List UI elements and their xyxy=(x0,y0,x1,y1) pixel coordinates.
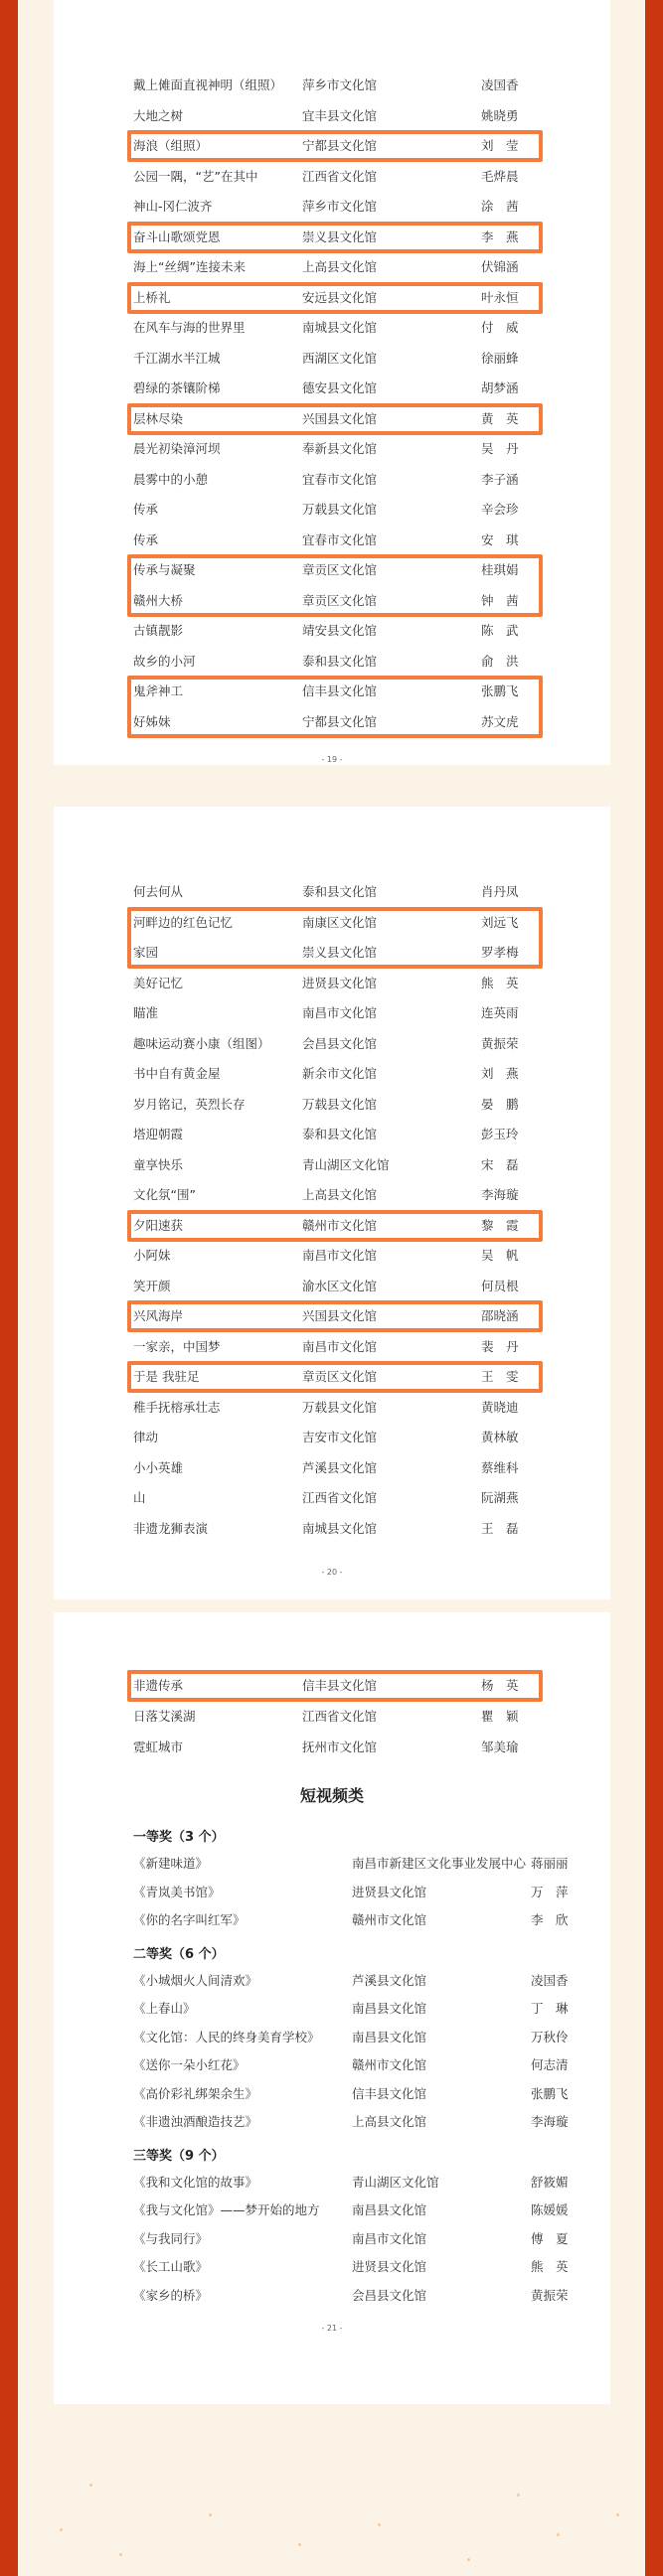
entry-author: 张鹏飞 xyxy=(481,683,519,698)
entry-author: 毛烨晨 xyxy=(481,168,519,184)
table-row xyxy=(133,167,590,187)
entry-title: 岁月铭记，英烈长存 xyxy=(133,1096,246,1112)
entry-organization: 赣州市文化馆 xyxy=(352,1912,427,1927)
entry-organization: 南昌市新建区文化事业发展中心 xyxy=(352,1856,527,1871)
highlight-box xyxy=(127,222,543,253)
entry-title: 稚手抚榕承壮志 xyxy=(133,1399,221,1415)
entry-organization: 抚州市文化馆 xyxy=(302,1740,378,1754)
entry-title: 戴上傩面直视神明（组照） xyxy=(133,77,283,92)
table-row xyxy=(133,1095,590,1115)
entry-organization: 宁都县文化馆 xyxy=(302,713,378,729)
entry-organization: 赣州市文化馆 xyxy=(302,1217,378,1233)
entry-organization: 萍乡市文化馆 xyxy=(302,77,378,92)
entry-title: 《小城烟火人间清欢》 xyxy=(133,1972,258,1988)
table-row xyxy=(133,2112,590,2132)
table-row xyxy=(133,1999,590,2019)
entry-author: 蒋丽丽 xyxy=(531,1856,569,1871)
highlight-box xyxy=(127,554,543,617)
entry-author: 万秋伶 xyxy=(531,2029,569,2045)
entry-organization: 万载县文化馆 xyxy=(302,1096,378,1112)
entry-organization: 江西省文化馆 xyxy=(302,1490,378,1505)
entry-organization: 宁都县文化馆 xyxy=(302,138,378,153)
entry-author: 李海璇 xyxy=(531,2114,569,2129)
entry-author: 邹美瑜 xyxy=(481,1740,519,1754)
entry-title: 小阿妹 xyxy=(133,1248,171,1263)
entry-author: 何志清 xyxy=(531,2057,569,2072)
entry-title: 《我和文化馆的故事》 xyxy=(133,2174,258,2190)
decorative-sparkle xyxy=(557,2533,560,2536)
entry-title: 公园一隅，“艺”在其中 xyxy=(133,168,258,184)
entry-title: 《我与文化馆》——梦开始的地方 xyxy=(133,2202,320,2217)
table-row xyxy=(133,530,590,550)
entry-organization: 会昌县文化馆 xyxy=(352,2287,427,2303)
entry-author: 黄振荣 xyxy=(531,2287,569,2303)
entry-title: 《你的名字叫红军》 xyxy=(133,1912,246,1927)
table-row xyxy=(133,1971,590,1991)
entry-author: 王 雯 xyxy=(481,1369,519,1384)
entry-organization: 章贡区文化馆 xyxy=(302,562,378,577)
entry-title: 文化氛“围” xyxy=(133,1187,196,1202)
entry-organization: 上高县文化馆 xyxy=(302,1187,378,1202)
entry-author: 万 萍 xyxy=(531,1884,569,1899)
table-row xyxy=(133,1910,590,1930)
entry-author: 辛会珍 xyxy=(481,502,519,517)
entry-title: 童享快乐 xyxy=(133,1156,184,1172)
entry-author: 钟 茜 xyxy=(481,592,519,608)
entry-organization: 上高县文化馆 xyxy=(302,259,378,274)
entry-organization: 崇义县文化馆 xyxy=(302,945,378,960)
entry-organization: 西湖区文化馆 xyxy=(302,350,378,366)
entry-title: 好姊妹 xyxy=(133,713,171,729)
entry-organization: 宜春市文化馆 xyxy=(302,471,378,487)
entry-organization: 南昌县文化馆 xyxy=(352,2202,427,2217)
entry-author: 黄晓迪 xyxy=(481,1399,519,1415)
entry-title: 在风车与海的世界里 xyxy=(133,320,246,335)
entry-title: 山 xyxy=(133,1490,146,1505)
table-row xyxy=(133,1519,590,1539)
table-row xyxy=(133,2173,590,2193)
entry-organization: 萍乡市文化馆 xyxy=(302,199,378,214)
entry-title: 《高价彩礼绑架余生》 xyxy=(133,2085,258,2101)
entry-organization: 南昌县文化馆 xyxy=(352,2029,427,2045)
table-row xyxy=(133,2028,590,2047)
entry-title: 晨雾中的小憩 xyxy=(133,471,209,487)
entry-author: 刘 莹 xyxy=(481,138,519,153)
entry-author: 伏锦涵 xyxy=(481,259,519,274)
entry-title: 塔迎朝霞 xyxy=(133,1127,184,1141)
decorative-sparkle xyxy=(378,2523,381,2526)
entry-title: 大地之树 xyxy=(133,107,184,123)
entry-title: 赣州大桥 xyxy=(133,592,184,608)
entry-author: 肖丹凤 xyxy=(481,884,519,899)
table-row xyxy=(133,1488,590,1508)
entry-organization: 新余市文化馆 xyxy=(302,1066,378,1081)
table-row xyxy=(133,1854,590,1874)
entry-author: 蔡维科 xyxy=(481,1459,519,1475)
entry-organization: 宜丰县文化馆 xyxy=(302,107,378,123)
entry-organization: 江西省文化馆 xyxy=(302,168,378,184)
entry-author: 阮湖燕 xyxy=(481,1490,519,1505)
highlight-box xyxy=(127,1300,543,1332)
entry-author: 苏文虎 xyxy=(481,713,519,729)
entry-organization: 上高县文化馆 xyxy=(352,2114,427,2129)
entry-organization: 南昌县文化馆 xyxy=(352,2001,427,2016)
table-row xyxy=(133,1428,590,1447)
entry-title: 笑开颜 xyxy=(133,1278,171,1293)
table-row xyxy=(133,318,590,338)
entry-title: 趣味运动赛小康（组图） xyxy=(133,1035,270,1051)
entry-organization: 南昌市文化馆 xyxy=(302,1005,378,1020)
table-row xyxy=(133,1034,590,1054)
entry-title: 碧绿的茶镶阶梯 xyxy=(133,380,221,395)
table-row xyxy=(133,652,590,672)
entry-organization: 安远县文化馆 xyxy=(302,289,378,305)
entry-author: 吴 丹 xyxy=(481,441,519,456)
entry-organization: 青山湖区文化馆 xyxy=(302,1156,390,1172)
entry-title: 鬼斧神工 xyxy=(133,683,184,698)
entry-author: 陈媛媛 xyxy=(531,2202,569,2217)
entry-author: 熊 英 xyxy=(531,2259,569,2274)
entry-author: 邵晓涵 xyxy=(481,1308,519,1323)
entry-title: 《与我同行》 xyxy=(133,2230,209,2246)
table-row xyxy=(133,197,590,217)
decorative-sparkle xyxy=(298,2543,301,2546)
entry-title: 一家亲，中国梦 xyxy=(133,1338,221,1354)
table-row xyxy=(133,1707,590,1727)
entry-organization: 吉安市文化馆 xyxy=(302,1430,378,1444)
entry-author: 舒筱媚 xyxy=(531,2174,569,2190)
entry-title: 家园 xyxy=(133,945,159,960)
table-row xyxy=(133,1246,590,1266)
entry-author: 姚晓勇 xyxy=(481,107,519,123)
table-row xyxy=(133,2055,590,2075)
entry-author: 黄林敏 xyxy=(481,1430,519,1444)
entry-organization: 德安县文化馆 xyxy=(302,380,378,395)
table-row xyxy=(133,106,590,126)
table-row xyxy=(133,500,590,520)
entry-organization: 万载县文化馆 xyxy=(302,502,378,517)
table-row xyxy=(133,882,590,902)
highlight-box xyxy=(127,403,543,435)
table-row xyxy=(133,2084,590,2104)
table-row xyxy=(133,1738,590,1757)
entry-title: 层林尽染 xyxy=(133,410,184,426)
entry-author: 吴 帆 xyxy=(481,1248,519,1263)
entry-author: 涂 茜 xyxy=(481,199,519,214)
entry-author: 李海璇 xyxy=(481,1187,519,1202)
highlight-box xyxy=(127,130,543,162)
entry-organization: 靖安县文化馆 xyxy=(302,623,378,638)
section-title: 短视频类 xyxy=(299,1786,364,1805)
table-row xyxy=(133,2257,590,2277)
table-row xyxy=(133,1064,590,1084)
entry-organization: 信丰县文化馆 xyxy=(352,2085,427,2101)
entry-organization: 崇义县文化馆 xyxy=(302,228,378,244)
table-row xyxy=(133,379,590,398)
entry-title: 何去何从 xyxy=(133,884,184,899)
highlight-box xyxy=(127,1670,543,1702)
table-row xyxy=(133,2200,590,2220)
entry-author: 何员根 xyxy=(481,1278,519,1293)
entry-title: 晨光初染漳河坝 xyxy=(133,441,221,456)
entry-organization: 泰和县文化馆 xyxy=(302,884,378,899)
entry-title: 日落艾溪湖 xyxy=(133,1709,196,1724)
entry-organization: 南城县文化馆 xyxy=(302,1520,378,1536)
entry-title: 《长工山歌》 xyxy=(133,2259,209,2274)
decorative-sparkle xyxy=(517,2494,520,2497)
entry-author: 徐丽蜂 xyxy=(481,350,519,366)
table-row xyxy=(133,1003,590,1023)
entry-author: 桂琪娟 xyxy=(481,562,519,577)
document-page-20 xyxy=(54,807,610,1599)
table-row xyxy=(133,470,590,490)
entry-author: 张鹏飞 xyxy=(531,2085,569,2101)
entry-organization: 宜春市文化馆 xyxy=(302,531,378,547)
entry-author: 瞿 颖 xyxy=(481,1709,519,1724)
entry-organization: 进贤县文化馆 xyxy=(302,975,378,990)
table-row xyxy=(133,1883,590,1902)
award-level-heading: 二等奖（6 个） xyxy=(133,1946,225,1962)
table-row xyxy=(133,1185,590,1205)
highlight-box xyxy=(127,282,543,314)
entry-title: 律动 xyxy=(133,1430,159,1444)
entry-author: 熊 英 xyxy=(481,975,519,990)
entry-author: 陈 武 xyxy=(481,623,519,638)
table-row xyxy=(133,2286,590,2306)
highlight-box xyxy=(127,1361,543,1393)
table-row xyxy=(133,974,590,993)
entry-title: 古镇靓影 xyxy=(133,623,184,638)
table-row xyxy=(133,349,590,369)
entry-title: 上桥礼 xyxy=(133,289,171,305)
entry-title: 《上春山》 xyxy=(133,2001,196,2016)
entry-organization: 兴国县文化馆 xyxy=(302,410,378,426)
award-level-heading: 一等奖（3 个） xyxy=(133,1830,225,1845)
entry-organization: 章贡区文化馆 xyxy=(302,1369,378,1384)
entry-title: 《文化馆：人民的终身美育学校》 xyxy=(133,2029,320,2045)
table-row xyxy=(133,1337,590,1357)
entry-author: 宋 磊 xyxy=(481,1156,519,1172)
decorative-sparkle xyxy=(89,2484,92,2487)
entry-title: 《家乡的桥》 xyxy=(133,2287,209,2303)
entry-organization: 信丰县文化馆 xyxy=(302,1678,378,1693)
entry-title: 河畔边的红色记忆 xyxy=(133,914,234,930)
entry-title: 海浪（组照） xyxy=(133,138,209,153)
entry-title: 美好记忆 xyxy=(133,975,184,990)
entry-title: 小小英雄 xyxy=(133,1459,184,1475)
table-row xyxy=(133,1458,590,1478)
entry-author: 安 琪 xyxy=(481,531,519,547)
entry-title: 海上“丝绸”连接未来 xyxy=(133,259,246,274)
entry-organization: 兴国县文化馆 xyxy=(302,1308,378,1323)
table-row xyxy=(133,2229,590,2249)
decorative-sparkle xyxy=(209,2513,212,2516)
entry-title: 书中自有黄金屋 xyxy=(133,1066,221,1081)
entry-title: 瞄准 xyxy=(133,1005,159,1020)
decorative-sparkle xyxy=(119,2553,122,2556)
entry-author: 付 威 xyxy=(481,320,519,335)
table-row xyxy=(133,1125,590,1144)
entry-title: 传承 xyxy=(133,531,159,547)
entry-organization: 南昌市文化馆 xyxy=(352,2230,427,2246)
entry-author: 丁 琳 xyxy=(531,2001,569,2016)
decorative-sparkle xyxy=(60,2528,63,2531)
document-page-21 xyxy=(54,1612,610,2404)
entry-author: 杨 英 xyxy=(481,1678,519,1693)
decorative-sparkle xyxy=(467,2558,470,2561)
entry-author: 李 燕 xyxy=(481,228,519,244)
highlight-box xyxy=(127,676,543,738)
entry-author: 俞 洪 xyxy=(481,653,519,669)
entry-title: 传承与凝聚 xyxy=(133,562,196,577)
entry-author: 黄振荣 xyxy=(481,1035,519,1051)
entry-author: 李 欣 xyxy=(531,1912,569,1927)
entry-title: 《非遗浊酒酿造技艺》 xyxy=(133,2114,258,2129)
page-number: - 20 - xyxy=(321,1568,343,1577)
entry-title: 《新建味道》 xyxy=(133,1856,209,1871)
entry-title: 兴风海岸 xyxy=(133,1308,184,1323)
entry-title: 传承 xyxy=(133,502,159,517)
entry-author: 罗孝梅 xyxy=(481,945,519,960)
entry-author: 凌国香 xyxy=(531,1972,569,1988)
entry-author: 晏 鹏 xyxy=(481,1096,519,1112)
table-row xyxy=(133,1398,590,1418)
entry-organization: 青山湖区文化馆 xyxy=(352,2174,439,2190)
entry-author: 傅 夏 xyxy=(531,2230,569,2246)
entry-organization: 泰和县文化馆 xyxy=(302,653,378,669)
entry-organization: 南康区文化馆 xyxy=(302,914,378,930)
entry-author: 裴 丹 xyxy=(481,1338,519,1354)
entry-organization: 南昌市文化馆 xyxy=(302,1248,378,1263)
entry-organization: 芦溪县文化馆 xyxy=(352,1972,427,1988)
document-page-19 xyxy=(54,0,610,765)
entry-author: 彭玉玲 xyxy=(481,1127,519,1141)
entry-organization: 江西省文化馆 xyxy=(302,1709,378,1724)
entry-author: 黎 霞 xyxy=(481,1217,519,1233)
decorative-sparkle xyxy=(616,2513,619,2516)
entry-organization: 章贡区文化馆 xyxy=(302,592,378,608)
highlight-box xyxy=(127,907,543,970)
entry-title: 非遗龙狮表演 xyxy=(133,1520,209,1536)
entry-author: 刘 燕 xyxy=(481,1066,519,1081)
entry-organization: 南城县文化馆 xyxy=(302,320,378,335)
entry-author: 凌国香 xyxy=(481,77,519,92)
entry-title: 神山-冈仁波齐 xyxy=(133,199,213,214)
entry-organization: 奉新县文化馆 xyxy=(302,441,378,456)
highlight-box xyxy=(127,1210,543,1242)
entry-organization: 南昌市文化馆 xyxy=(302,1338,378,1354)
page-number: - 21 - xyxy=(321,2324,343,2333)
table-row xyxy=(133,1277,590,1296)
table-row xyxy=(133,439,590,459)
entry-organization: 万载县文化馆 xyxy=(302,1399,378,1415)
entry-author: 胡梦涵 xyxy=(481,380,519,395)
entry-organization: 渝水区文化馆 xyxy=(302,1278,378,1293)
page-number: - 19 - xyxy=(321,755,343,764)
entry-title: 霓虹城市 xyxy=(133,1740,184,1754)
entry-organization: 进贤县文化馆 xyxy=(352,2259,427,2274)
entry-organization: 赣州市文化馆 xyxy=(352,2057,427,2072)
entry-title: 《送你一朵小红花》 xyxy=(133,2057,246,2072)
entry-title: 奋斗山歌颂党恩 xyxy=(133,228,221,244)
entry-organization: 芦溪县文化馆 xyxy=(302,1459,378,1475)
entry-title: 于是 我驻足 xyxy=(133,1369,200,1384)
entry-title: 夕阳速获 xyxy=(133,1217,184,1233)
entry-title: 千江湖水半江城 xyxy=(133,350,221,366)
entry-author: 李子涵 xyxy=(481,471,519,487)
entry-author: 王 磊 xyxy=(481,1520,519,1536)
award-level-heading: 三等奖（9 个） xyxy=(133,2148,225,2164)
entry-author: 黄 英 xyxy=(481,410,519,426)
table-row xyxy=(133,1155,590,1175)
entry-organization: 信丰县文化馆 xyxy=(302,683,378,698)
entry-organization: 会昌县文化馆 xyxy=(302,1035,378,1051)
entry-organization: 泰和县文化馆 xyxy=(302,1127,378,1141)
entry-author: 叶永恒 xyxy=(481,289,519,305)
entry-author: 刘远飞 xyxy=(481,914,519,930)
entry-title: 《青岚美书馆》 xyxy=(133,1884,221,1899)
entry-title: 故乡的小河 xyxy=(133,653,196,669)
table-row xyxy=(133,257,590,277)
entry-organization: 进贤县文化馆 xyxy=(352,1884,427,1899)
table-row xyxy=(133,621,590,641)
entry-title: 非遗传承 xyxy=(133,1678,184,1693)
table-row xyxy=(133,76,590,95)
entry-author: 连英雨 xyxy=(481,1005,519,1020)
